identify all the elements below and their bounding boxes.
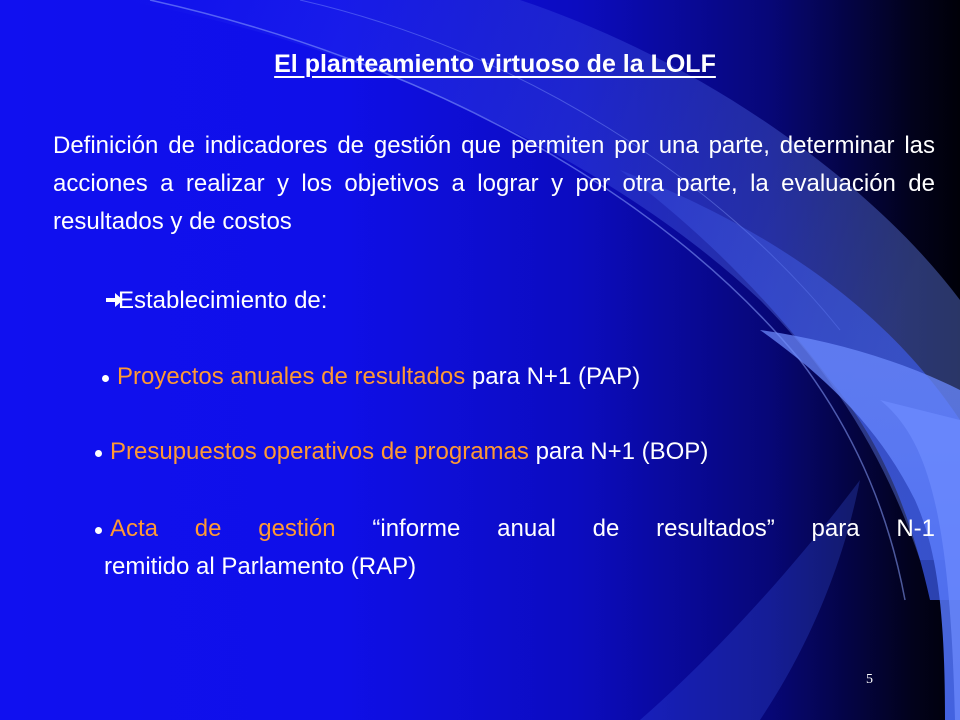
bullet-dot-icon — [95, 527, 102, 534]
bullet-item-rap — [95, 510, 935, 548]
bullet-highlight: Proyectos anuales de resultados — [117, 363, 466, 390]
bullet-highlight: Presupuestos operativos de programas — [110, 438, 529, 465]
bullet-dot-icon — [102, 375, 109, 382]
slide-title: El planteamiento virtuoso de la LOLF — [274, 50, 716, 78]
bullet-text: “informe anual de resultados” para N-1 — [335, 515, 936, 542]
establish-heading — [104, 282, 327, 322]
bullet-item-pap — [102, 358, 640, 396]
bullet-highlight: Acta de gestión — [110, 515, 336, 542]
bullet-text: para N+1 (BOP) — [528, 438, 709, 465]
bullet-item-bop — [95, 433, 708, 471]
intro-paragraph: Definición de indicadores de gestión que permiten por una parte, determinar las acciones a realizar y los objetivos a lograr y por otra parte, la evaluación de resultados y de costos — [53, 132, 935, 235]
page-number: 5 — [866, 672, 873, 687]
bullet-text: para N+1 (PAP) — [465, 363, 641, 390]
bullet-dot-icon — [95, 450, 102, 457]
bullet-item-rap-continuation: remitido al Parlamento (RAP) — [104, 553, 417, 580]
establish-label: Establecimiento de: — [118, 287, 328, 314]
